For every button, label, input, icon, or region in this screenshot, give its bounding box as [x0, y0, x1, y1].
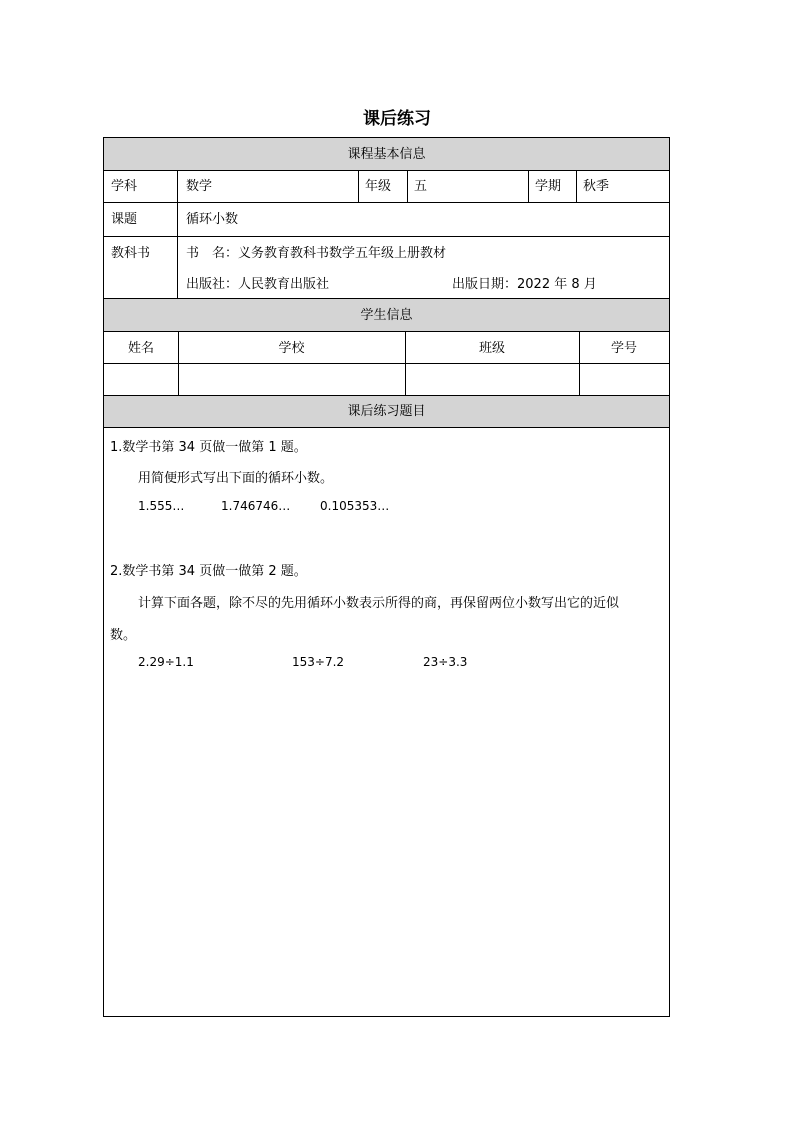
publisher: 出版社：人民教育出版社 — [186, 277, 330, 292]
student-info-title: 学生信息 — [360, 308, 413, 323]
question-1-item: 0.105353… — [320, 499, 390, 513]
textbook-label: 教科书 — [111, 246, 151, 261]
topic-label: 课题 — [111, 212, 138, 227]
student-id-header: 学号 — [610, 341, 637, 356]
term-value: 秋季 — [583, 179, 610, 194]
exercises-title: 课后练习题目 — [347, 404, 426, 419]
topic-value: 循环小数 — [186, 212, 239, 227]
question-2-item: 2.29÷1.1 — [138, 655, 194, 669]
course-info-title: 课程基本信息 — [347, 147, 426, 162]
book-name: 书 名：义务教育教科书数学五年级上册教材 — [186, 246, 447, 261]
publish-date: 出版日期：2022 年 8 月 — [452, 277, 597, 292]
question-2-item: 153÷7.2 — [292, 655, 345, 669]
question-1-title: 1.数学书第 34 页做一做第 1 题。 — [110, 440, 307, 455]
subject-value: 数学 — [186, 179, 213, 194]
question-2-instruction-cont: 数。 — [110, 628, 137, 643]
question-1-item: 1.555… — [138, 499, 185, 513]
question-2-item: 23÷3.3 — [423, 655, 468, 669]
student-id-field[interactable] — [580, 364, 669, 395]
question-2-instruction: 计算下面各题，除不尽的先用循环小数表示所得的商，再保留两位小数写出它的近似 — [138, 596, 620, 611]
student-name-header: 姓名 — [127, 341, 154, 356]
student-school-field[interactable] — [179, 364, 405, 395]
student-class-field[interactable] — [406, 364, 579, 395]
exercise-sheet-table — [103, 137, 670, 1017]
student-school-header: 学校 — [278, 341, 305, 356]
student-name-field[interactable] — [104, 364, 178, 395]
question-1-instruction: 用简便形式写出下面的循环小数。 — [138, 471, 334, 486]
subject-label: 学科 — [111, 179, 138, 194]
term-label: 学期 — [535, 179, 562, 194]
grade-value: 五 — [414, 179, 428, 194]
grade-label: 年级 — [365, 179, 392, 194]
question-1-item: 1.746746… — [221, 499, 291, 513]
page-title: 课后练习 — [363, 109, 431, 129]
question-2-title: 2.数学书第 34 页做一做第 2 题。 — [110, 564, 307, 579]
student-class-header: 班级 — [478, 341, 505, 356]
